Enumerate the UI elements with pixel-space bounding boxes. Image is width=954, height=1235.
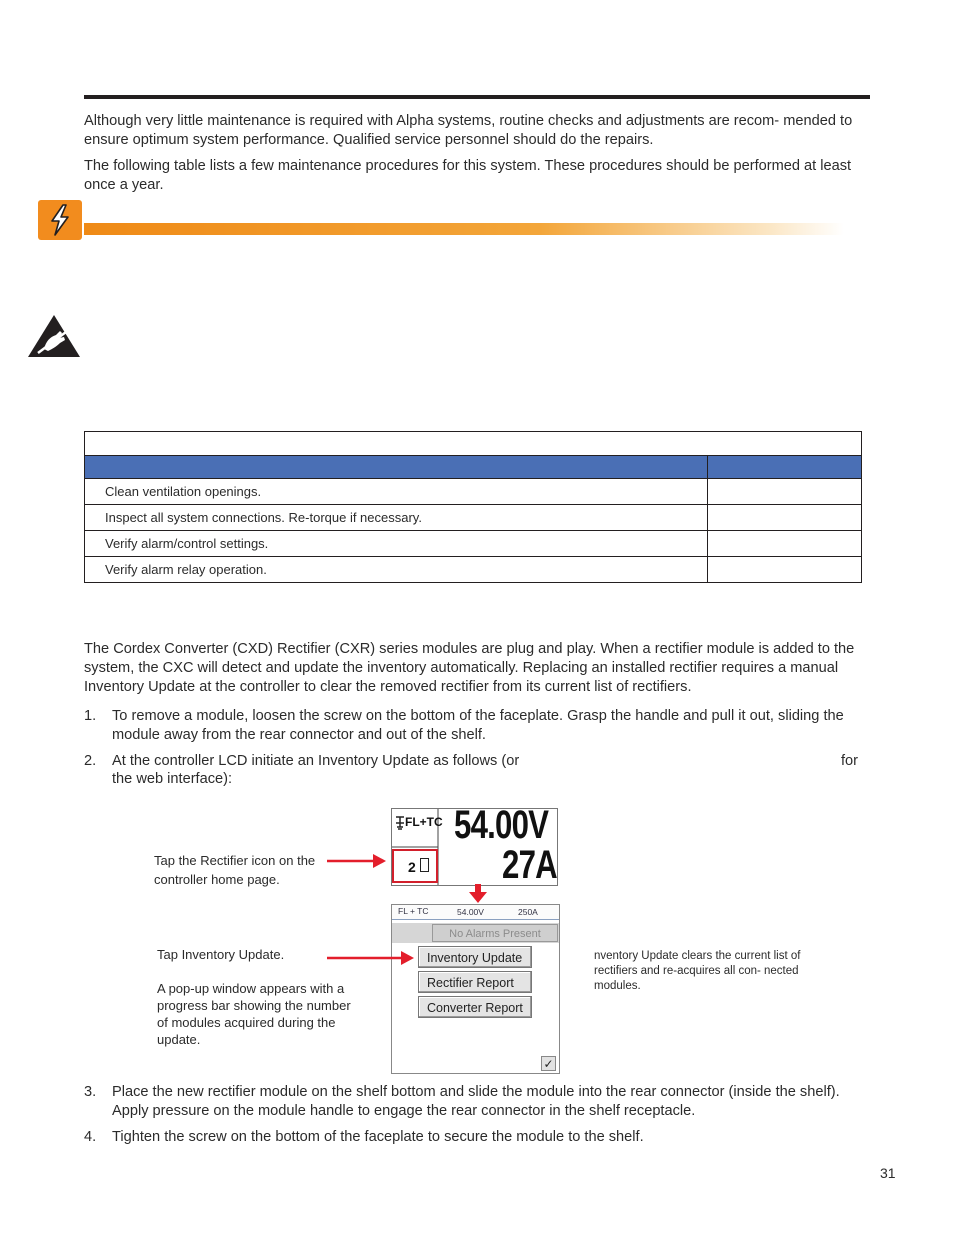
step-text-suffix: for: [841, 753, 859, 769]
step-text: Place the new rectifier module on the shelf bottom and slide the module into the rear connector (inside the shelf). Apply pressure on the module handle to engage the rear connector in the shelf receptacle.: [112, 1084, 840, 1119]
rectifier-icon: [420, 858, 429, 872]
lcd-voltage: 54.00V: [454, 808, 549, 847]
rectifier-count: 2: [408, 859, 416, 875]
intro-paragraph-1: Although very little maintenance is required with Alpha systems, routine checks and adjustments are recom- mended to ensure optimum system performance. Qualified service personnel should do the repairs.: [84, 113, 853, 148]
table-cell-task: Verify alarm/control settings.: [85, 531, 708, 557]
table-row: [85, 531, 862, 557]
lcd-home-screen: [391, 808, 558, 886]
step-number: 1.: [84, 708, 97, 724]
red-arrow-icon: [327, 950, 415, 966]
inventory-update-note: nventory Update clears the current list of rectifiers and re-acquires all con- nected modules.: [594, 950, 801, 992]
down-arrow-icon: [469, 884, 487, 904]
step-number: 4.: [84, 1129, 97, 1145]
rectifier-icon-button[interactable]: [392, 849, 438, 883]
step-text: Tighten the screw on the bottom of the faceplate to secure the module to the shelf.: [112, 1129, 644, 1145]
table-row: [85, 557, 862, 583]
step-text-cont: the web interface):: [112, 771, 233, 787]
header-rule: [84, 95, 870, 99]
table-cell-task: Clean ventilation openings.: [85, 479, 708, 505]
callout-inventory-body: A pop-up window appears with a progress bar showing the number of modules acquired during the update.: [157, 981, 351, 1047]
section-intro: The Cordex Converter (CXD) Rectifier (CXR) series modules are plug and play. When a rectifier module is added to the system, the CXC will detect and update the inventory automatically. Replacing an installed rectifier requires a manual Inventory Update at the controller to clear the removed rectifier from its current list of rectifiers.: [84, 641, 855, 695]
lcd-status-text: FL+TC: [405, 815, 443, 829]
warning-bar: [84, 223, 844, 235]
lcd-rectifier-menu: [391, 904, 560, 1074]
table-row: [85, 479, 862, 505]
table-cell-task: Verify alarm relay operation.: [85, 557, 708, 583]
lcd-menu-status: FL + TC: [398, 906, 429, 916]
step-text: To remove a module, loosen the screw on the bottom of the faceplate. Grasp the handle and pull it out, sliding the module away from the rear connector and out of the shelf.: [112, 708, 844, 743]
page-number: 31: [880, 1165, 896, 1181]
callout-inventory-title: Tap Inventory Update.: [157, 947, 285, 962]
step-text: At the controller LCD initiate an Inventory Update as follows (or: [112, 753, 520, 769]
red-arrow-icon: [327, 853, 387, 869]
table-row: [85, 505, 862, 531]
intro-paragraph-2: The following table lists a few maintenance procedures for this system. These procedures should be performed at least once a year.: [84, 158, 852, 193]
esd-sensitive-icon: [26, 313, 82, 359]
electrical-hazard-icon: [38, 200, 82, 240]
converter-report-button[interactable]: Converter Report: [418, 996, 532, 1018]
confirm-check-button[interactable]: ✓: [541, 1056, 556, 1071]
table-header-row: [85, 456, 862, 479]
maintenance-table: [84, 431, 862, 583]
table-cell-task: Inspect all system connections. Re-torque if necessary.: [85, 505, 708, 531]
callout-rectifier-icon: Tap the Rectifier icon on the controller home page.: [154, 853, 316, 887]
alarm-banner: No Alarms Present: [432, 924, 558, 942]
lcd-menu-voltage: 54.00V: [457, 907, 484, 917]
lcd-current: 27A: [502, 843, 557, 886]
lcd-menu-status-bar: [392, 905, 559, 920]
inventory-update-button[interactable]: Inventory Update: [418, 946, 532, 968]
lcd-menu-current: 250A: [518, 907, 538, 917]
rectifier-report-button[interactable]: Rectifier Report: [418, 971, 532, 993]
table-title-row: [85, 432, 862, 456]
step-number: 2.: [84, 753, 97, 769]
step-number: 3.: [84, 1084, 97, 1100]
